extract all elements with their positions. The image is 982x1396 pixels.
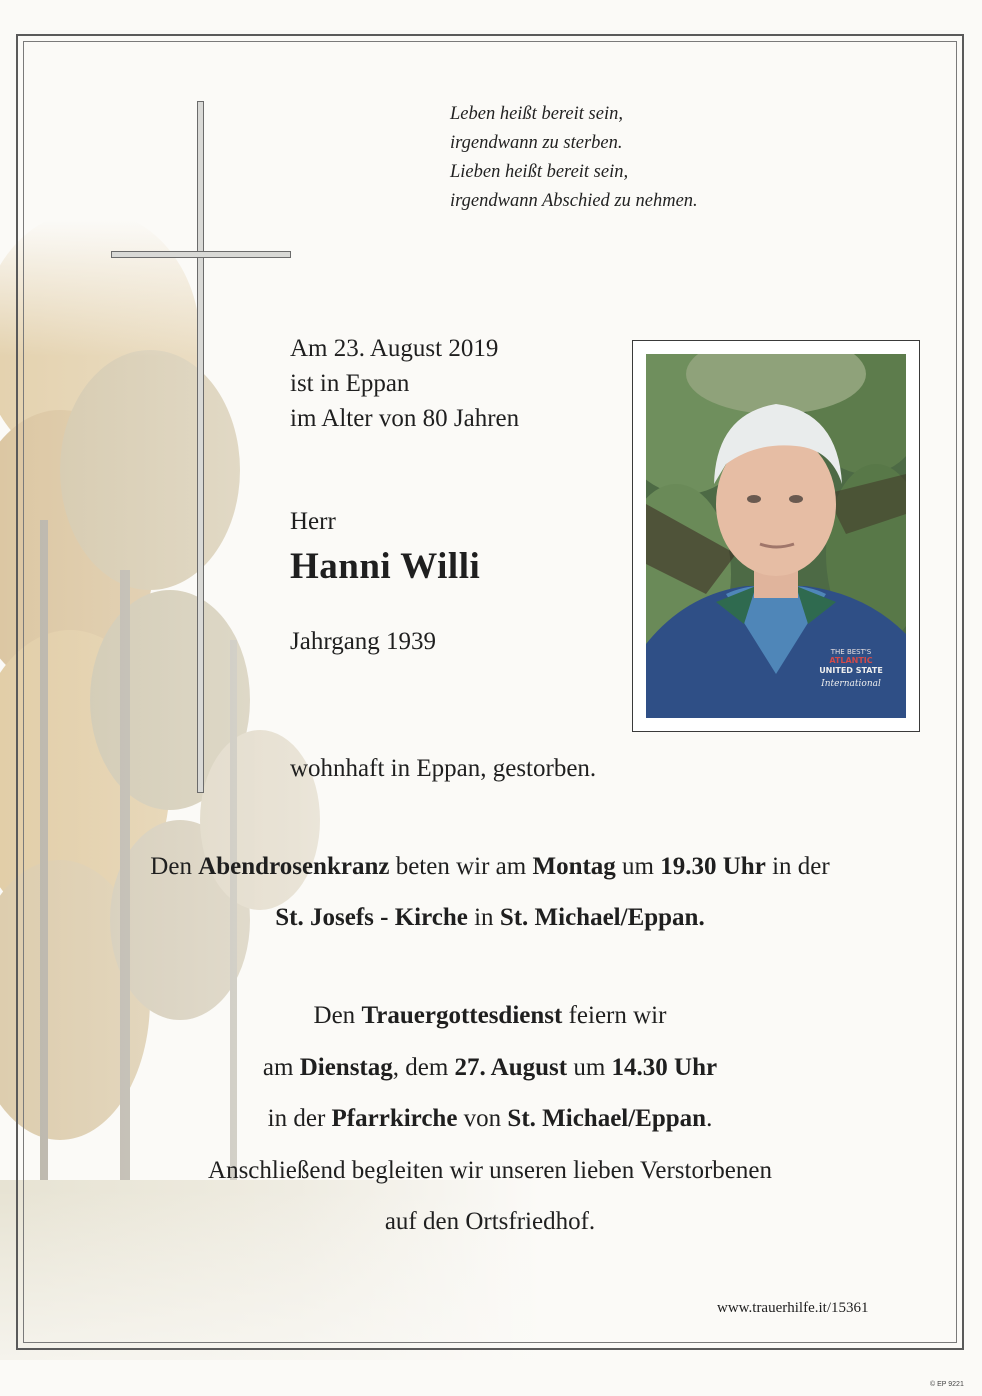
rosary-line-2 [40,904,940,932]
text-segment: feiern wir [562,1002,667,1029]
rosary-label: Abendrosenkranz [198,853,390,880]
cross-vertical-beam [197,101,204,793]
funeral-line-1 [40,1002,940,1030]
shirt-logo-line: UNITED STATE [819,666,883,675]
portrait-frame [632,340,920,732]
shirt-logo-line: THE BEST'S [830,648,872,656]
death-age: im Alter von 80 Jahren [290,405,520,432]
text-segment: , dem [392,1054,455,1081]
funeral-church: Pfarrkirche [331,1105,458,1132]
funeral-line-3 [40,1105,940,1133]
copyright-note: © EP 9221 [930,1381,964,1388]
website-link[interactable]: www.trauerhilfe.it/15361 [717,1300,869,1316]
text-segment: . [706,1105,713,1132]
deceased-title: Herr [290,508,336,535]
funeral-day: Dienstag [299,1054,393,1081]
rosary-church: St. Josefs - Kirche [275,904,468,931]
shirt-logo-line: International [821,679,881,689]
death-announcement [290,331,519,436]
memorial-poem [450,100,698,216]
funeral-line-5: auf den Ortsfriedhof. [384,1208,596,1235]
residence-text: wohnhaft in Eppan, gestorben. [290,755,597,782]
text-segment: beten wir am [389,853,533,880]
rosary-time: 19.30 Uhr [660,853,766,880]
rosary-line-1 [40,853,940,881]
poem-line: irgendwann zu sterben. [450,133,623,153]
text-segment: am [262,1054,300,1081]
text-segment: um [615,853,661,880]
death-date: Am 23. August 2019 [290,335,499,362]
text-segment: Den [313,1002,362,1029]
funeral-time: 14.30 Uhr [611,1054,718,1081]
death-place: ist in Eppan [290,370,410,397]
shirt-logo-line: ATLANTIC [829,656,873,665]
poem-line: irgendwann Abschied zu nehmen. [450,191,698,211]
portrait-photo [646,354,906,718]
rosary-day: Montag [532,853,616,880]
rosary-location: St. Michael/Eppan. [499,904,705,931]
text-segment: um [567,1054,612,1081]
funeral-line-4: Anschließend begleiten wir unseren lieben Verstorbenen [208,1157,772,1184]
poem-line: Lieben heißt bereit sein, [450,162,629,182]
funeral-date: 27. August [454,1054,568,1081]
text-segment: in der [267,1105,332,1132]
text-segment: in der [765,853,830,880]
birth-year: Jahrgang 1939 [290,628,437,655]
cross-horizontal-beam [111,251,291,258]
funeral-line-2 [40,1054,940,1082]
text-segment: von [457,1105,508,1132]
poem-line: Leben heißt bereit sein, [450,104,623,124]
funeral-location: St. Michael/Eppan [507,1105,707,1132]
deceased-name: Hanni Willi [290,546,481,587]
funeral-service-label: Trauergottesdienst [361,1002,563,1029]
text-segment: Den [150,853,199,880]
text-segment: in [467,904,500,931]
